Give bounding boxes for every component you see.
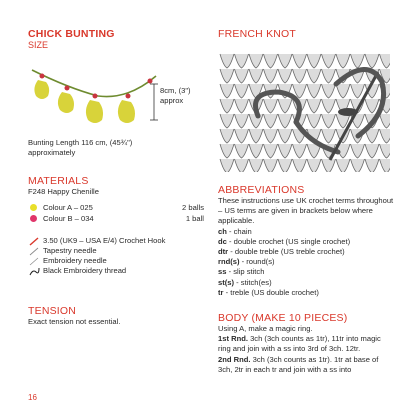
abbreviations-title: ABBREVIATIONS <box>218 184 305 196</box>
abbreviations-section <box>218 184 394 298</box>
chick-2 <box>58 86 74 114</box>
knot-wrap <box>338 108 358 116</box>
bunting-length-approx: approximately <box>28 148 76 158</box>
colour-b-row <box>28 213 204 224</box>
body-intro: Using A, make a magic ring. <box>218 324 313 333</box>
tool-embroidery <box>28 256 204 266</box>
chick-3 <box>86 94 103 124</box>
abbr-item: rnd(s) - round(s) <box>218 257 275 267</box>
dimension-approx: approx <box>160 96 184 106</box>
abbr-item: ch - chain <box>218 226 252 236</box>
tension-section <box>28 305 198 327</box>
yarn-name: F248 Happy Chenille <box>28 187 99 196</box>
colour-a-swatch <box>30 204 37 211</box>
chick-bunting-title: CHICK BUNTING <box>28 28 115 40</box>
body-title: BODY (MAKE 10 PIECES) <box>218 312 348 324</box>
dimension-value: 8cm, (3") <box>160 86 191 95</box>
tool-hook <box>28 236 204 246</box>
chick-5 <box>148 79 153 84</box>
abbr-item: st(s) - stitch(es) <box>218 277 272 287</box>
abbr-item: tr - treble (US double crochet) <box>218 287 319 297</box>
abbr-item: dtr - double treble (US treble crochet) <box>218 247 345 257</box>
bunting-length-value: Bunting Length 116 cm, (45¾") <box>28 138 133 147</box>
dimension-text <box>160 86 220 106</box>
bunting-illustration <box>28 62 168 136</box>
french-knot-illustration <box>218 52 390 172</box>
thread-icon <box>28 267 40 276</box>
tool-thread <box>28 266 204 276</box>
bunting-string <box>32 70 156 97</box>
colour-b-swatch <box>30 215 37 222</box>
body-section <box>218 312 394 375</box>
abbr-item: ss - slip stitch <box>218 267 265 277</box>
size-label: SIZE <box>28 40 49 50</box>
tool-tapestry <box>28 246 204 256</box>
body-round-2: 2nd Rnd. 3ch (3ch counts as 1tr). 1tr at base of 3ch, 2tr in each tr and join with a ss into <box>218 354 379 374</box>
tool-hook-label: 3.50 (UK9 – USA E/4) Crochet Hook <box>43 236 166 246</box>
abbreviations-list <box>218 227 394 298</box>
tool-tapestry-label: Tapestry needle <box>43 246 97 256</box>
chick-bunting-header <box>28 28 198 50</box>
tapestry-needle-icon <box>28 247 40 256</box>
colour-b-qty: 1 ball <box>185 213 204 223</box>
colour-a-qty: 2 balls <box>182 202 204 212</box>
embroidery-needle-icon <box>28 257 40 266</box>
colour-a-label: Colour A – 025 <box>43 202 93 212</box>
colour-b-label: Colour B – 034 <box>43 213 94 223</box>
tool-thread-label: Black Embroidery thread <box>43 266 127 276</box>
tool-embroidery-label: Embroidery needle <box>43 256 107 266</box>
crochet-hook-icon <box>28 237 40 246</box>
tension-text: Exact tension not essential. <box>28 317 121 326</box>
colour-a-row <box>28 202 204 213</box>
abbr-item: dc - double crochet (US single crochet) <box>218 236 351 246</box>
tension-title: TENSION <box>28 305 77 317</box>
chick-4 <box>118 94 135 124</box>
materials-section <box>28 175 204 276</box>
page-number: 16 <box>28 393 37 402</box>
bunting-length <box>28 138 178 158</box>
french-knot-header <box>218 28 390 40</box>
french-knot-title: FRENCH KNOT <box>218 28 297 40</box>
body-round-1: 1st Rnd. 3ch (3ch counts as 1tr), 11tr into magic ring and join with a ss into 3rd of 3ch. 12tr. <box>218 334 381 354</box>
materials-title: MATERIALS <box>28 175 89 187</box>
abbreviations-intro: These instructions use UK crochet terms throughout – US terms are given in brackets below where applicable. <box>218 196 394 226</box>
